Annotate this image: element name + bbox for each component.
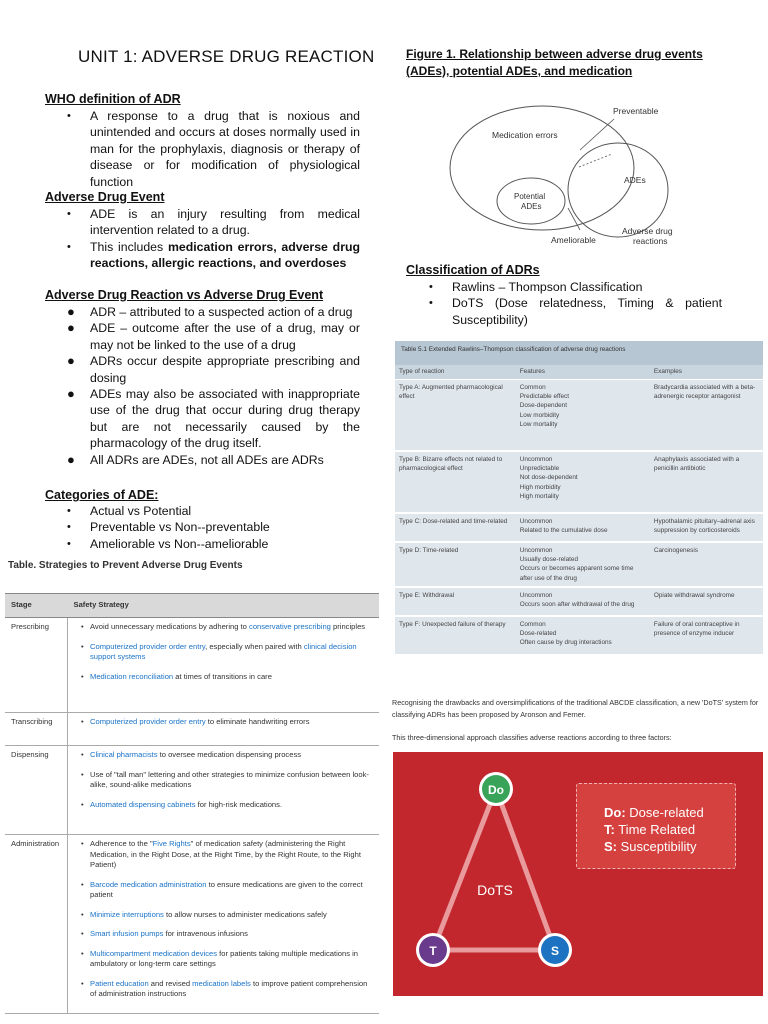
reaction-example: Hypothalamic pituitary–adrenal axis suppression by corticosteroids bbox=[653, 518, 755, 535]
ades-label: ADEs bbox=[624, 175, 646, 185]
who-text: A response to a drug that is noxious and unintended and occurs at doses normally used in man for the prophylaxis, diagnosis or therapy of disease or for modification of physiological function bbox=[90, 109, 360, 189]
table-row: Transcribing • Computerized provider order entry to eliminate handwriting errors bbox=[5, 713, 379, 746]
vs-heading: Adverse Drug Reaction vs Adverse Drug Event bbox=[45, 288, 324, 302]
rawlins-thompson-table bbox=[395, 341, 763, 656]
adr-label-line1: Adverse drug bbox=[622, 226, 673, 236]
venn-diagram bbox=[430, 92, 690, 252]
list-item: ● ADRs occur despite appropriate prescribing and dosing bbox=[67, 353, 360, 385]
reaction-features: Uncommon Occurs soon after withdrawal of the drug bbox=[519, 592, 635, 609]
figure-caption: Figure 1. Relationship between adverse drug events (ADEs), potential ADEs, and medication bbox=[406, 47, 703, 78]
ades-circle bbox=[568, 143, 668, 237]
reaction-example: Carcinogenesis bbox=[653, 547, 698, 554]
table-row bbox=[395, 514, 763, 543]
medication-errors-circle bbox=[450, 106, 634, 230]
table-row: Dispensing • Clinical pharmacists to oversee medication dispensing process • Use of "tall man" lettering and other strategies to minimize confusion between look-alike, sound-alike medications • Automated dispensing cabinets for high-risk medications. bbox=[5, 746, 379, 835]
reaction-example: Failure of oral contraceptive in presence of enzyme inducer bbox=[653, 621, 740, 638]
table-title: Table 5.1 Extended Rawlins–Thompson classification of adverse drug reactions bbox=[395, 341, 763, 365]
ade-list bbox=[67, 206, 360, 272]
reaction-type: Type F: Unexpected failure of therapy bbox=[399, 621, 506, 628]
reaction-example: Bradycardia associated with a beta-adrenergic receptor antagonist bbox=[653, 384, 756, 401]
dots-legend-box bbox=[576, 783, 736, 869]
reaction-type: Type B: Bizarre effects not related to pharmacological effect bbox=[399, 456, 503, 473]
preventable-pointer bbox=[580, 119, 614, 150]
adr-label-line2: reactions bbox=[633, 236, 668, 246]
dots-intro-paragraph: Recognising the drawbacks and oversimplifications of the traditional ABCDE classification, a new 'DoTS' system for classifying ADRs has been proposed by Aronson and Ferner. bbox=[392, 698, 759, 719]
reaction-type: Type D: Time-related bbox=[399, 547, 459, 554]
reaction-type: Type C: Dose-related and time-related bbox=[399, 518, 508, 525]
page-title: UNIT 1: ADVERSE DRUG REACTION bbox=[78, 47, 375, 66]
potential-ades-circle bbox=[497, 178, 565, 224]
list-item: • ADE is an injury resulting from medical intervention related to a drug. bbox=[67, 207, 360, 238]
list-item: • This includes medication errors, adverse drug reactions, allergic reactions, and overdoses bbox=[67, 239, 360, 271]
do-node-label: Do bbox=[488, 783, 504, 797]
list-item: ● ADE – outcome after the use of a drug, may or may not be linked to the use of a drug bbox=[67, 320, 360, 352]
vs-list bbox=[67, 304, 360, 468]
legend-dose: Do: Dose-related bbox=[604, 805, 704, 820]
table-row bbox=[395, 588, 763, 617]
list-item: ● ADEs may also be associated with inappropriate use of the drug that occur during drug therapy but are not necessarily caused by the pharmacology of the drug itself. bbox=[67, 386, 360, 451]
table-row bbox=[395, 543, 763, 588]
list-item: ● All ADRs are ADEs, not all ADEs are ADRs bbox=[67, 451, 324, 467]
classification-list bbox=[429, 279, 722, 328]
preventable-label: Preventable bbox=[613, 106, 659, 116]
list-item: • Preventable vs Non--preventable bbox=[67, 520, 270, 535]
legend-susceptibility: S: Susceptibility bbox=[604, 839, 697, 854]
potential-ades-label: ADEs bbox=[521, 202, 542, 211]
reaction-type: Type A: Augmented pharmacological effect bbox=[399, 384, 503, 401]
list-item: • Actual vs Potential bbox=[67, 504, 192, 518]
table-row bbox=[395, 380, 763, 452]
t-node-label: T bbox=[429, 944, 437, 958]
table-header bbox=[5, 594, 379, 618]
strategies-table bbox=[5, 593, 379, 1014]
classification-heading: Classification of ADRs bbox=[406, 263, 540, 277]
legend-time: T: Time Related bbox=[604, 822, 696, 837]
list-item: ● ADR – attributed to a suspected action of a drug bbox=[67, 304, 353, 319]
potential-label: Potential bbox=[514, 192, 546, 201]
dots-factors-paragraph: This three-dimensional approach classifies adverse reactions according to three factors: bbox=[392, 733, 672, 742]
list-item: • Ameliorable vs Non--ameliorable bbox=[67, 536, 269, 551]
reaction-features: Uncommon Related to the cumulative dose bbox=[519, 518, 608, 535]
dots-center-label: DoTS bbox=[477, 882, 513, 898]
reaction-features: Uncommon Usually dose-related Occurs or becomes apparent some time after use of the drug bbox=[519, 547, 634, 582]
categories-heading: Categories of ADE: bbox=[45, 488, 159, 502]
medication-errors-label: Medication errors bbox=[492, 130, 558, 140]
table-row bbox=[395, 617, 763, 656]
reaction-features: Uncommon Unpredictable Not dose-dependent High morbidity High mortality bbox=[519, 456, 578, 500]
reaction-features: Common Predictable effect Dose-dependent Low morbidity Low mortality bbox=[519, 384, 570, 428]
reaction-type: Type E: Withdrawal bbox=[399, 592, 455, 599]
table-row bbox=[395, 452, 763, 514]
list-item: • DoTS (Dose relatedness, Timing & patient Susceptibility) bbox=[429, 296, 722, 327]
categories-list bbox=[67, 503, 360, 552]
dots-graphic bbox=[393, 752, 763, 996]
strategies-caption: Table. Strategies to Prevent Adverse Drug Events bbox=[8, 560, 243, 571]
table-row: Administration • Adherence to the "Five Rights" of medication safety (administering the Right Medication, in the Right Dose, at the Right Time, by the Right Route, to the Right Patient) • Barcode medication administration to ensure medications are given to the correct patient • Minimize interruptions to allow nurses to administer medications safely • Smart infusion pumps for intravenous infusions • Multicompartment medication devices for patients taking multiple medications in ambulatory or long-term care settings • Patient education and revised medication labels to improve patient comprehension of administration instructions bbox=[5, 835, 379, 1014]
table-row: Prescribing • Avoid unnecessary medications by adhering to conservative prescribing principles • Computerized provider order entry, especially when paired with clinical decision support systems • Medication reconciliation at times of transitions in care bbox=[5, 618, 379, 713]
who-definition: • A response to a drug that is noxious and unintended and occurs at doses normally used in man for the prophylaxis, diagnosis or therapy of disease or for modification of physiological function bbox=[67, 109, 360, 189]
ade-heading: Adverse Drug Event bbox=[45, 190, 165, 204]
ameliorable-label: Ameliorable bbox=[551, 235, 596, 245]
col-safety-strategy: Safety Strategy bbox=[68, 594, 380, 618]
list-item: • Rawlins – Thompson Classification bbox=[429, 280, 643, 294]
who-heading: WHO definition of ADR bbox=[45, 92, 181, 106]
reaction-example: Opiate withdrawal syndrome bbox=[653, 592, 735, 599]
reaction-features: Common Dose-related Often cause by drug interactions bbox=[519, 621, 612, 647]
table-header: Type of reaction Features Examples bbox=[395, 365, 763, 380]
reaction-example: Anaphylaxis associated with a penicillin antibiotic bbox=[653, 456, 740, 473]
col-stage: Stage bbox=[5, 594, 68, 618]
s-node-label: S bbox=[550, 944, 560, 958]
